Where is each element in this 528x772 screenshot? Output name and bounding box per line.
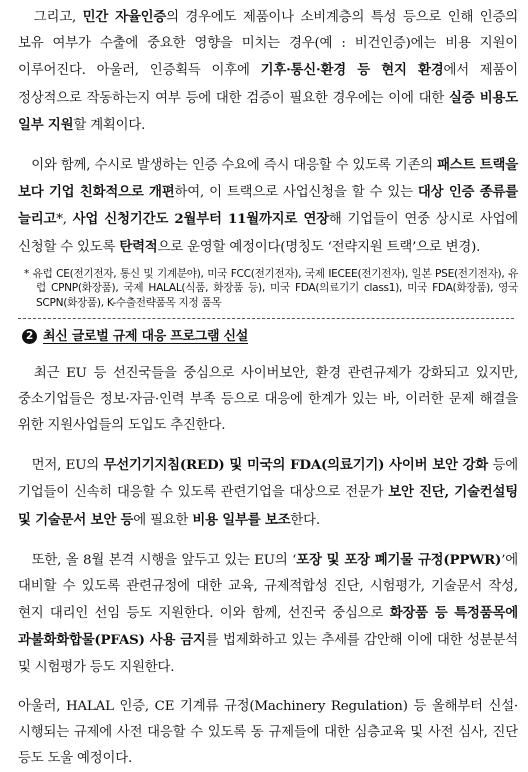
footnote [18, 267, 518, 311]
text-segment-bold: 실증 비용도 일부 지원 [18, 89, 519, 133]
text-segment-bold: 민간 자율인증 [82, 9, 167, 25]
section-heading [22, 327, 518, 347]
text-segment-bold: 비용 일부를 보조 [192, 511, 291, 528]
paragraph-regulation-background [18, 361, 518, 440]
paragraph-packaging-pfas [18, 547, 518, 681]
text-segment: 먼저, EU의 [18, 458, 104, 474]
text-segment-bold: 탄력적 [119, 238, 158, 255]
section-number-marker: 2 [22, 329, 37, 344]
text-segment: 최근 EU 등 선진국들을 중심으로 사이버보안, 환경 관련규제가 강화되고 있지만, 중소기업들은 정보·자금·인력 부족 등으로 대응에 한계가 있는 바, 이러한 문제 해결을 위한 지원사업들의 도입도 추진한다. [18, 365, 518, 434]
text-segment-bold: 기후·통신·환경 등 현지 환경 [260, 62, 444, 79]
text-segment: 할 계획이다. [73, 117, 146, 133]
text-segment: 의 경우에도 제품이나 소비계층의 특성 등으로 인해 인증의 보유 여부가 수출에 중요한 영향을 미치는 경우(예 : 비건인증)에는 비용 지원이 이루어진다. 아울러, 인증획득 이후에 [18, 10, 518, 79]
text-segment: 에 필요한 [133, 512, 193, 528]
text-segment: 를 법제화하고 있는 추세를 감안해 이에 대한 성분분석 및 시험평가 등도 지원한다. [18, 633, 518, 675]
text-segment: ’에 대비할 수 있도록 관련규정에 대한 교육, 규제적합성 진단, 시험평가, 기술문서 작성, 현지 대리인 선임 등도 지원한다. 이와 함께, 선진국 중심으로 [18, 552, 518, 622]
text-segment-bold: 대상 인증 종류를 늘리고 [18, 184, 518, 228]
text-segment-bold: 화장품 등 특정품목에 과불화화합물(PFAS) 사용 금지 [18, 605, 518, 649]
text-segment: 해 기업들이 연중 상시로 사업에 신청할 수 있도록 [18, 212, 518, 255]
text-segment: 또한, 올 8월 본격 시행을 앞두고 있는 EU의 ‘ [18, 552, 297, 568]
section-divider [18, 318, 514, 319]
text-segment-bold: 포장 및 포장 폐기물 규정(PPWR) [296, 551, 502, 568]
section-title: 최신 글로벌 규제 대응 프로그램 신설 [43, 328, 248, 344]
text-segment: *, [56, 212, 73, 228]
text-segment: 에서 제품이 정상적으로 작동하는지 여부 등에 대한 검증이 필요한 경우에는 이에 대한 [18, 63, 519, 106]
text-segment: 이와 함께, 수시로 발생하는 인증 수요에 즉시 대응할 수 있도록 기존의 [18, 158, 438, 174]
text-segment-bold: 무선기기지침(RED) 및 미국의 FDA(의료기기) 사이버 보안 강화 [103, 457, 489, 474]
text-segment: 하여, 이 트랙으로 사업신청을 할 수 있는 [174, 185, 418, 201]
footnote-marker: * [24, 267, 29, 280]
paragraph-private-certification [18, 4, 518, 139]
paragraph-fast-track [18, 152, 518, 261]
text-segment: 등에 기업들이 신속히 대응할 수 있도록 관련기업을 대상으로 전문가 [18, 458, 518, 501]
text-segment-bold: 사업 신청기간도 2월부터 11월까지로 연장 [72, 211, 329, 228]
text-segment: 으로 운영할 예정이다(명칭도 ‘전략지원 트랙’으로 변경). [157, 239, 481, 255]
text-segment: 아울러, HALAL 인증, CE 기계류 규정(Machinery Regulation) 등 올해부터 신설·시행되는 규제에 사전 대응할 수 있도록 동 규제들에 대한 심층교육 및 사전 심사, 진단 등도 도울 예정이다. [18, 698, 518, 767]
text-segment-bold: 패스트 트랙을 보다 기업 친화적으로 개편 [18, 157, 518, 201]
footnote-text: 유럽 CE(전기전자, 통신 및 기계분야), 미국 FCC(전기전자), 국제 IECEE(전기전자), 일본 PSE(전기전자), 유럽 CPNP(화장품), 국제 HALAL(식품, 화장품 등), 미국 FDA(의료기기 class1), 미국 FDA(화장품), 영국 SCPN(화장품), K-수출전략품목 지정 품목 [29, 267, 518, 310]
text-segment-bold: 보안 진단, 기술컨설팅 및 기술문서 보안 등 [18, 484, 518, 528]
text-segment: 한다. [290, 512, 320, 528]
paragraph-cyber-security [18, 452, 518, 534]
text-segment: 그리고, [18, 10, 83, 25]
paragraph-halal-ce [18, 694, 518, 772]
